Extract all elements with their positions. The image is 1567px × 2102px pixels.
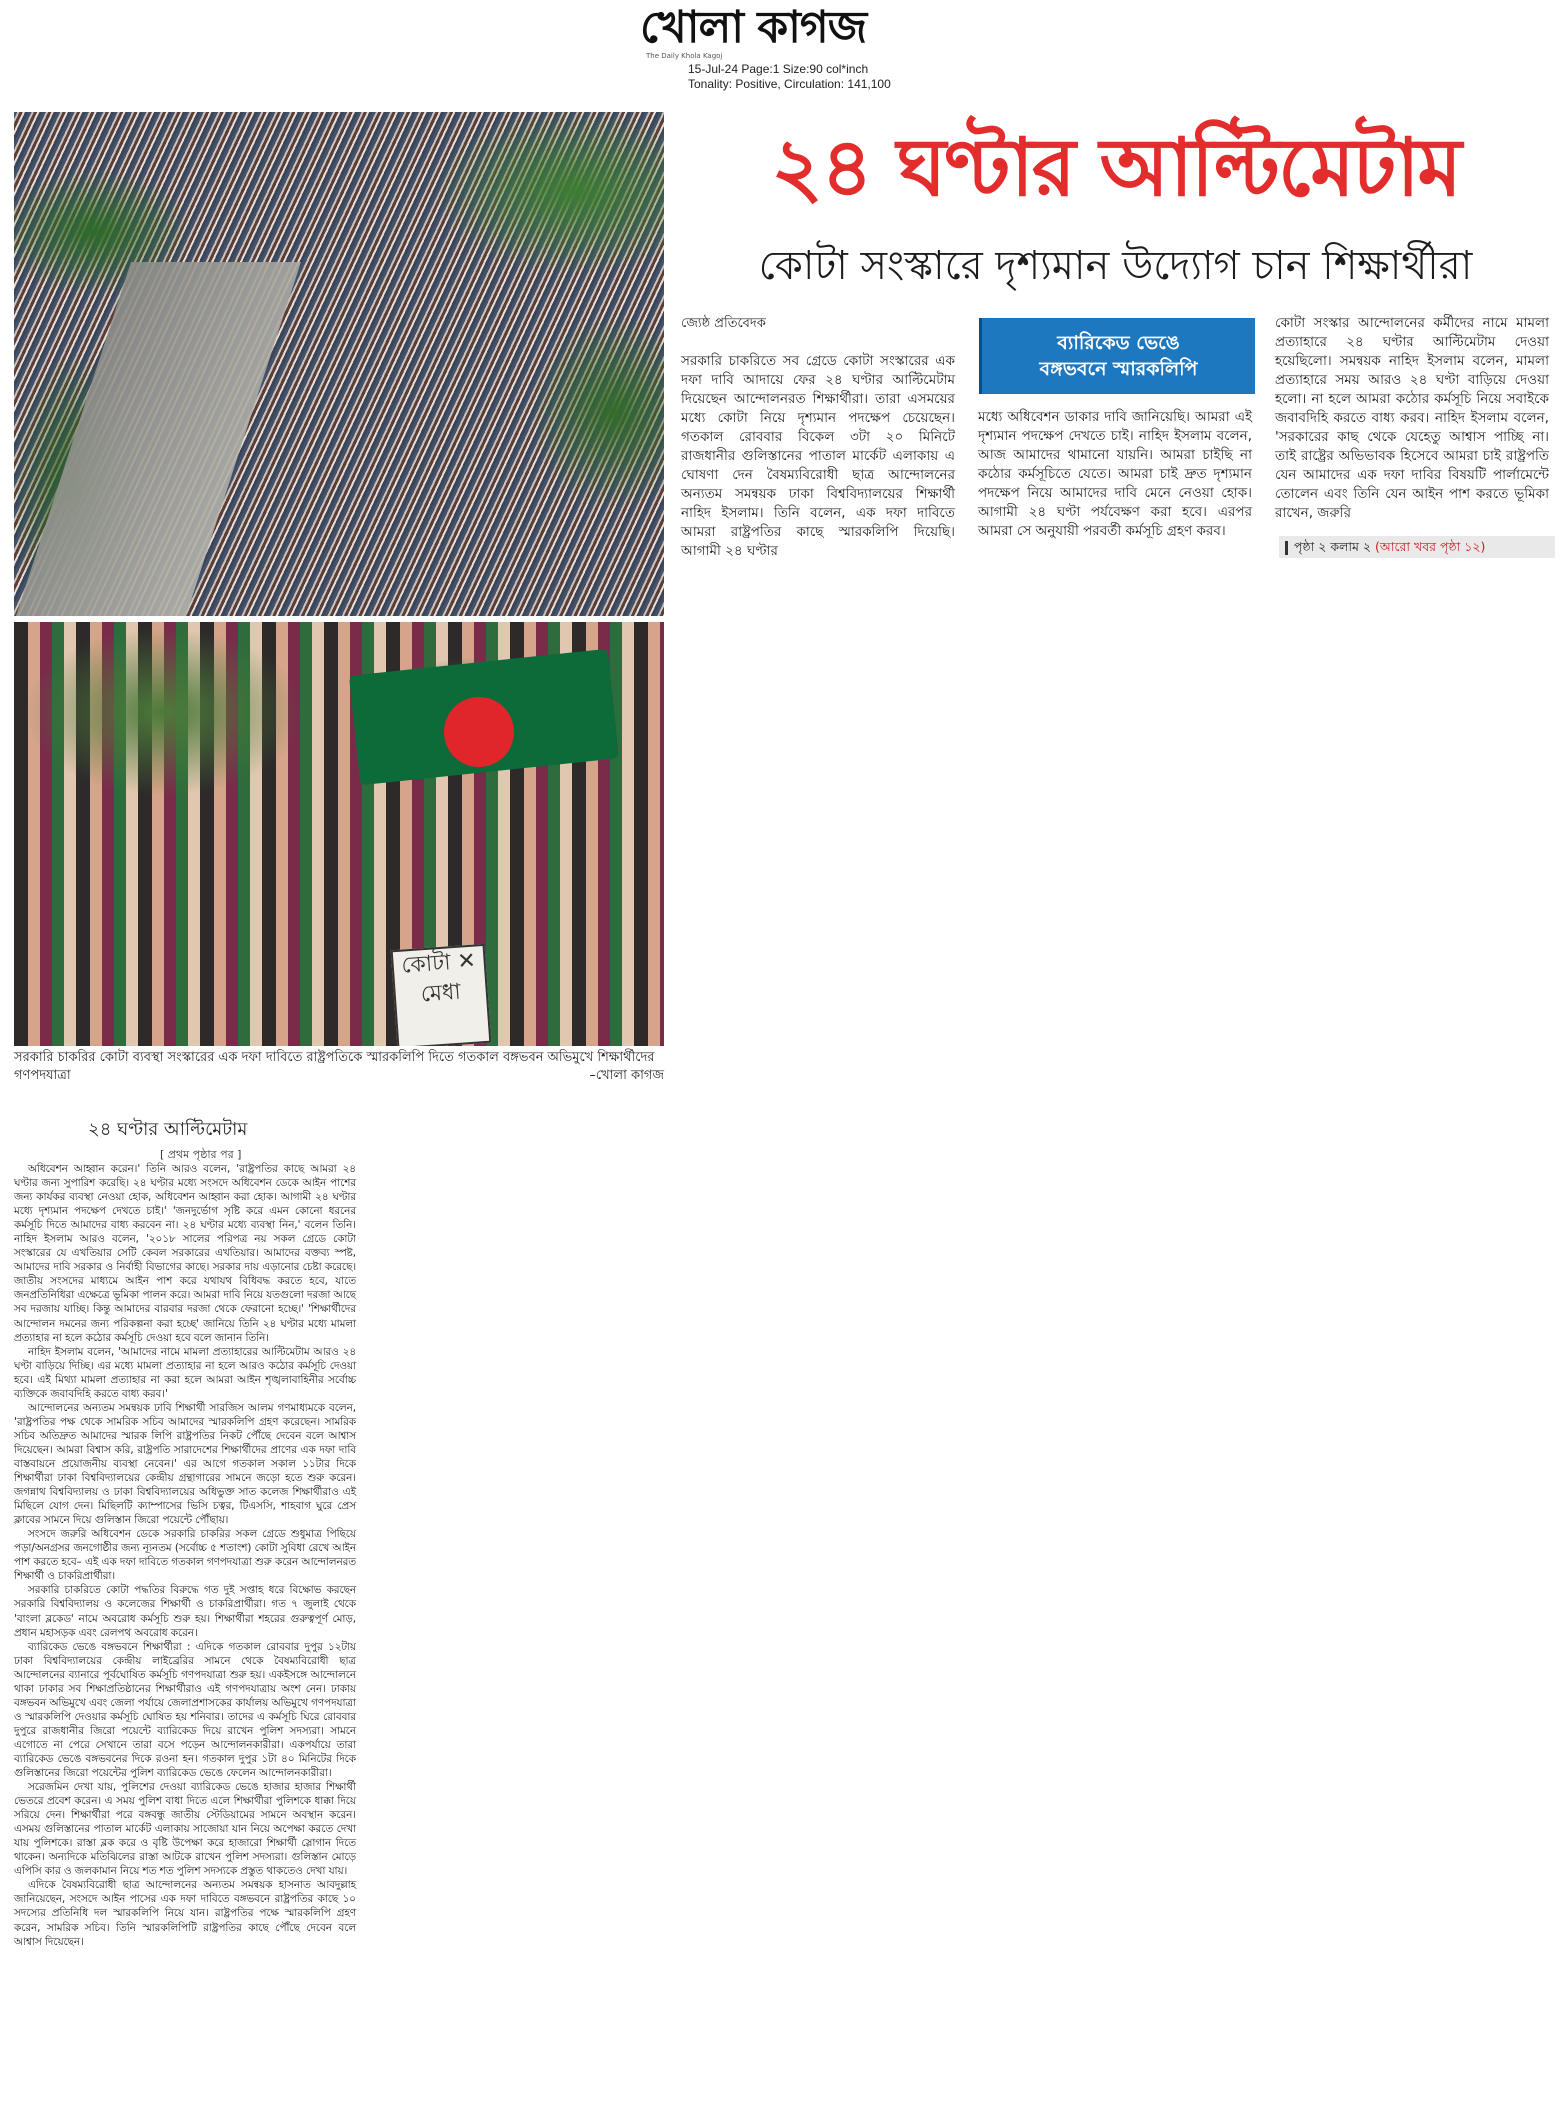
article-column-3: কোটা সংস্কার আন্দোলনের কর্মীদের নামে মামলা প্রত্যাহারে ২৪ ঘণ্টার আল্টিমেটাম দেওয়া হয়েছিলো। সমন্বয়ক নাহিদ ইসলাম বলেন, মামলা প্রত্যাহারে সময় আরও ২৪ ঘণ্টা বাড়িয়ে দেওয়া হলো। না হলে আমরা কঠোর কর্মসূচি নিয়ে সবাইকে জবাবদিহি করতে বাধ্য করব। নাহিদ ইসলাম বলেন, 'সরকারের কাছ থেকে যেহেতু আশ্বাস পাচ্ছি না। তাই রাষ্ট্রের অভিভাবক হিসেবে আমরা চাই রাষ্ট্রপতি যেন আমাদের এক দফা দাবির বিষয়টি পার্লামেন্টে তোলেন এবং তিনি যেন আইন পাশ করতে ভূমিকা রাখেন, জরুরি bbox=[1275, 315, 1549, 521]
clipping-meta bbox=[688, 62, 891, 92]
subhead-box-line-2: বঙ্গভবনে স্মারকলিপি bbox=[1039, 358, 1198, 380]
photo-credit: –খোলা কাগজ bbox=[589, 1068, 664, 1083]
meta-tonality-circulation: Tonality: Positive, Circulation: 141,100 bbox=[688, 77, 891, 91]
meta-date-size: 15-Jul-24 Page:1 Size:90 col*inch bbox=[688, 62, 869, 76]
subhead-box bbox=[979, 318, 1255, 394]
article-column-1: সরকারি চাকরিতে সব গ্রেডে কোটা সংস্কারের এক দফা দাবি আদায়ে ফের ২৪ ঘণ্টার আল্টিমেটাম দিয়েছেন আন্দোলনরত শিক্ষার্থীরা। তারা এসময়ের মধ্যে কোটা নিয়ে দৃশ্যমান পদক্ষেপ চেয়েছেন। গতকাল রোববার বিকেল ৩টা ২০ মিনিটে রাজধানীর গুলিস্তানের পাতাল মার্কেট এলাকায় এ ঘোষণা দেন বৈষম্যবিরোধী ছাত্র আন্দোলনের অন্যতম সমন্বয়ক ঢাকা বিশ্ববিদ্যালয়ের শিক্ষার্থী নাহিদ ইসলাম। তিনি বলেন, এক দফা দাবিতে আমরা রাষ্ট্রপতির কাছে স্মারকলিপি দিয়েছি। আগামী ২৪ ঘণ্টার bbox=[681, 353, 955, 559]
protest-sign: কোটা ✕ মেধা bbox=[391, 944, 492, 1046]
continuation-paragraph: অধিবেশন আহ্বান করেন।' তিনি আরও বলেন, 'রাষ্ট্রপতির কাছে আমরা ২৪ ঘণ্টার জন্য সুপারিশ করেছি। ২৪ ঘণ্টার মধ্যে সংসদে অধিবেশন ডেকে আইন পাশের জন্য কার্যকর ব্যবস্থা নেওয়া হোক, অধিবেশন আহ্বান করা হোক। আগামী ২৪ ঘণ্টার মধ্যে দৃশ্যমান পদক্ষেপ দেখতে চাই।' 'জনদুর্ভোগ সৃষ্টি করে এমন কোনো ধরনের কর্মসূচি দিতে আমাদের বাধ্য করবেন না। ২৪ ঘণ্টার মধ্যে ব্যবস্থা নিন,' বলেন তিনি। নাহিদ ইসলাম আরও বলেন, '২০১৮ সালের পরিপত্র নয় সকল গ্রেডে কোটা সংস্কারের যে এখতিয়ার সেটি কেবল সরকারের এখতিয়ার। আমাদের বক্তব্য স্পষ্ট, আমাদের দাবি সরকার ও নির্বাহী বিভাগের কাছে। সরকার দায় এড়ানোর চেষ্টা করেছে। জাতীয় সংসদের মাধ্যমে আইন পাশ করে যথাযথ বিধিবদ্ধ করতে হবে, যাতে জনপ্রতিনিধিরা এক্ষেত্রে ভূমিকা পালন করে। আমরা দাবি নিয়ে যতগুলো দরজা আছে সব দরজায় যাচ্ছি। কিন্তু আমাদের বারবার দরজা থেকে ফেরানো হচ্ছে।' 'শিক্ষার্থীদের আন্দোলন দমনের জন্য পরিকল্পনা করা হচ্ছে' জানিয়ে তিনি ২৪ ঘণ্টার মধ্যে মামলা প্রত্যাহার না হলে কঠোর কর্মসূচি দেওয়া হবে বলে জানান তিনি। bbox=[14, 1163, 356, 1344]
aerial-procession-photo bbox=[14, 112, 664, 616]
continuation-paragraph: সরেজমিন দেখা যায়, পুলিশের দেওয়া ব্যারিকেড ভেঙে হাজার হাজার শিক্ষার্থী ভেতরে প্রবেশ করেন। এ সময় পুলিশ বাধা দিতে এলে শিক্ষার্থীরা পুলিশকে ধাক্কা দিয়ে সরিয়ে দেন। শিক্ষার্থীরা পরে বঙ্গবন্ধু জাতীয় স্টেডিয়ামের সামনে অবস্থান করেন। এসময় গুলিস্তানের পাতাল মার্কেট এলাকায় সাজোয়া যান নিয়ে অপেক্ষা করতে দেখা যায় পুলিশকে। রাস্তা ব্লক করে ও বৃষ্টি উপেক্ষা করে হাজারো শিক্ষার্থী স্লোগান দিতে থাকেন। অন্যদিকে মতিঝিলের রাস্তা আটকে রাখেন পুলিশ সদস্যরা। গুলিস্তান মোড়ে এপিসি কার ও জলকামান নিয়ে শত শত পুলিশ সদস্যকে প্রস্তুত থাকতেও দেখা যায়। bbox=[14, 1781, 356, 1878]
continued-jump-line bbox=[1279, 536, 1555, 558]
continuation-paragraph: নাহিদ ইসলাম বলেন, 'আমাদের নামে মামলা প্রত্যাহারের আল্টিমেটাম আরও ২৪ ঘণ্টা বাড়িয়ে দিচ্ছি। এর মধ্যে মামলা প্রত্যাহার না হলে আরও কঠোর কর্মসূচি দেওয়া হবে। এই মিথ্যা মামলা প্রত্যাহার না করা হলে আমরা আইন শৃঙ্খলাবাহিনীর সর্বোচ্চ ব্যক্তিকে জবাবদিহি করতে বাধ্য করব।' bbox=[14, 1345, 356, 1400]
main-headline: ২৪ ঘণ্টার আল্টিমেটাম bbox=[771, 121, 1460, 214]
caption-text: সরকারি চাকরির কোটা ব্যবস্থা সংস্কারের এক দফা দাবিতে রাষ্ট্রপতিকে স্মারকলিপি দিতে গতকাল বঙ্গভবন অভিমুখে শিক্ষার্থীদের গণপদযাত্রা bbox=[14, 1050, 655, 1083]
sub-headline: কোটা সংস্কারে দৃশ্যমান উদ্যোগ চান শিক্ষার্থীরা bbox=[758, 243, 1473, 289]
masthead bbox=[640, 4, 940, 60]
continuation-paragraph: সংসদে জরুরি অধিবেশন ডেকে সরকারি চাকরির সকল গ্রেডে শুধুমাত্র পিছিয়ে পড়া/অনগ্রসর জনগোষ্ঠীর জন্য ন্যূনতম (সর্বোচ্চ ৫ শতাংশ) কোটা সুবিধা রেখে আইন পাশ করতে হবে– এই এক দফা দাবিতে গতকাল গণপদযাত্রা শুরু করেন আন্দোলনরত শিক্ষার্থী ও চাকরিপ্রার্থীরা। bbox=[14, 1528, 357, 1583]
newspaper-tagline: The Daily Khola Kagoj bbox=[646, 52, 723, 60]
more-news-ref: (আরো খবর পৃষ্ঠা ১২) bbox=[1375, 539, 1486, 554]
jump-page-ref: পৃষ্ঠা ২ কলাম ২ bbox=[1294, 539, 1372, 554]
continuation-paragraph: সরকারি চাকরিতে কোটা পদ্ধতির বিরুদ্ধে গত দুই সপ্তাহ ধরে বিক্ষোভ করছেন সরকারি বিশ্ববিদ্যালয় ও কলেজের শিক্ষার্থী ও চাকরিপ্রার্থীরা। গত ৭ জুলাই থেকে 'বাংলা ব্লকেড' নামে অবরোধ কর্মসূচি শুরু হয়। শিক্ষার্থীরা শহরের গুরুত্বপূর্ণ মোড়, প্রধান মহাসড়ক এবং রেলপথ অবরোধ করেন। bbox=[14, 1584, 356, 1639]
article-column-2: মধ্যে অধিবেশন ডাকার দাবি জানিয়েছি। আমরা এই দৃশ্যমান পদক্ষেপ দেখতে চাই। নাহিদ ইসলাম বলেন, আজ আমাদের থামানো যায়নি। আমরা চাইছি না কঠোর কর্মসূচিতে যেতে। আমরা চাই দ্রুত দৃশ্যমান পদক্ষেপ নিয়ে আমাদের দাবি মেনে নেওয়া হোক। আগামী ২৪ ঘণ্টা পর্যবেক্ষণ করা হবে। এরপর আমরা সে অনুযায়ী পরবর্তী কর্মসূচি গ্রহণ করব। bbox=[978, 409, 1252, 539]
flag-red-disc bbox=[444, 697, 514, 767]
continuation-paragraph: আন্দোলনের অন্যতম সমন্বয়ক ঢাবি শিক্ষার্থী সারজিস আলম গণমাধ্যমকে বলেন, 'রাষ্ট্রপতির পক্ষ থেকে সামরিক সচিব আমাদের স্মারকলিপি গ্রহণ করেছেন। সামরিক সচিব অতিদ্রুত আমাদের স্মারক লিপি রাষ্ট্রপতির নিকট পৌঁছে দেবেন বলে আশ্বাস দিয়েছেন। আমরা বিশ্বাস করি, রাষ্ট্রপতি সারাদেশের শিক্ষার্থীদের প্রাণের এক দফা দাবি বাস্তবায়নে প্রয়োজনীয় ব্যবস্থা নেবেন।' এর আগে গতকাল সকাল ১১টার দিকে শিক্ষার্থীরা ঢাকা বিশ্ববিদ্যালয়ের কেন্দ্রীয় গ্রন্থাগারের সামনে জড়ো হতে শুরু করেন। জগন্নাথ বিশ্ববিদ্যালয় ও ঢাকা বিশ্ববিদ্যালয়ের অধিভুক্ত সাত কলেজ শিক্ষার্থীরাও এই মিছিলে যোগ দেন। মিছিলটি ক্যাম্পাসের ভিসি চত্বর, টিএসসি, শাহবাগ ঘুরে প্রেস ক্লাবের সামনে দিয়ে গুলিস্তান জিরো পয়েন্টে পৌঁছায়। bbox=[14, 1401, 356, 1527]
continuation-title: ২৪ ঘণ্টার আল্টিমেটাম bbox=[88, 1119, 248, 1140]
newspaper-logo: খোলা কাগজ bbox=[640, 2, 867, 53]
continuation-body bbox=[14, 1162, 356, 1949]
continuation-paragraph: এদিকে বৈষম্যবিরোধী ছাত্র আন্দোলনের অন্যতম সমন্বয়ক হাসনাত আবদুল্লাহ জানিয়েছেন, সংসদে আইন পাসের এক দফা দাবিতে বঙ্গভবনে রাষ্ট্রপতির কাছে ১০ সদস্যের প্রতিনিধি দল স্মারকলিপি নিয়ে যান। রাষ্ট্রপতির পক্ষে স্মারকলিপি গ্রহণ করেন, সামরিক সচিব। তিনি স্মারকলিপিটি রাষ্ট্রপতির কাছে পৌঁছে দেবেন বলে আশ্বাস দিয়েছেন। bbox=[14, 1879, 356, 1948]
road-area bbox=[14, 262, 301, 616]
jump-bar bbox=[1285, 541, 1288, 555]
reporter-byline: জ্যেষ্ঠ প্রতিবেদক bbox=[681, 316, 766, 331]
continuation-subtitle: [ প্রথম পৃষ্ঠার পর ] bbox=[160, 1148, 242, 1161]
students-march-photo bbox=[14, 622, 664, 1046]
continuation-paragraph: ব্যারিকেড ভেঙে বঙ্গভবনে শিক্ষার্থীরা : এদিকে গতকাল রোববার দুপুর ১২টায় ঢাকা বিশ্ববিদ্যালয়ের কেন্দ্রীয় লাইব্রেরির সামনে থেকে বৈষম্যবিরোধী ছাত্র আন্দোলনের ব্যানারে পূর্বঘোষিত কর্মসূচি গণপদযাত্রা শুরু হয়। একইসঙ্গে আন্দোলনে থাকা ঢাকার সব শিক্ষাপ্রতিষ্ঠানের শিক্ষার্থীরাও এই গণপদযাত্রায় অংশ নেন। ঢাকায় বঙ্গভবন অভিমুখে এবং জেলা পর্যায়ে জেলাপ্রশাসকের কার্যালয় অভিমুখে গণপদযাত্রা ও স্মারকলিপি দেওয়ার কর্মসূচি ঘোষিত হয় শনিবার। তাদের এ কর্মসূচি ঘিরে রোববার দুপুরে রাজধানীর জিরো পয়েন্টে ব্যারিকেড দিয়ে রাখেন পুলিশ সদস্যরা। সামনে এগোতে না পেরে সেখানে তারা বসে পড়েন আন্দোলনকারীরা। একপর্যায়ে তারা ব্যারিকেড ভেঙে বঙ্গভবনের দিকে রওনা হন। গতকাল দুপুর ১টা ৪০ মিনিটের দিকে গুলিস্তানের জিরো পয়েন্টের পুলিশ ব্যারিকেড ভেঙে ফেলেন আন্দোলনকারীরা। bbox=[14, 1640, 356, 1780]
photo-caption bbox=[14, 1049, 664, 1085]
subhead-box-line-1: ব্যারিকেড ভেঙে bbox=[1057, 332, 1180, 354]
